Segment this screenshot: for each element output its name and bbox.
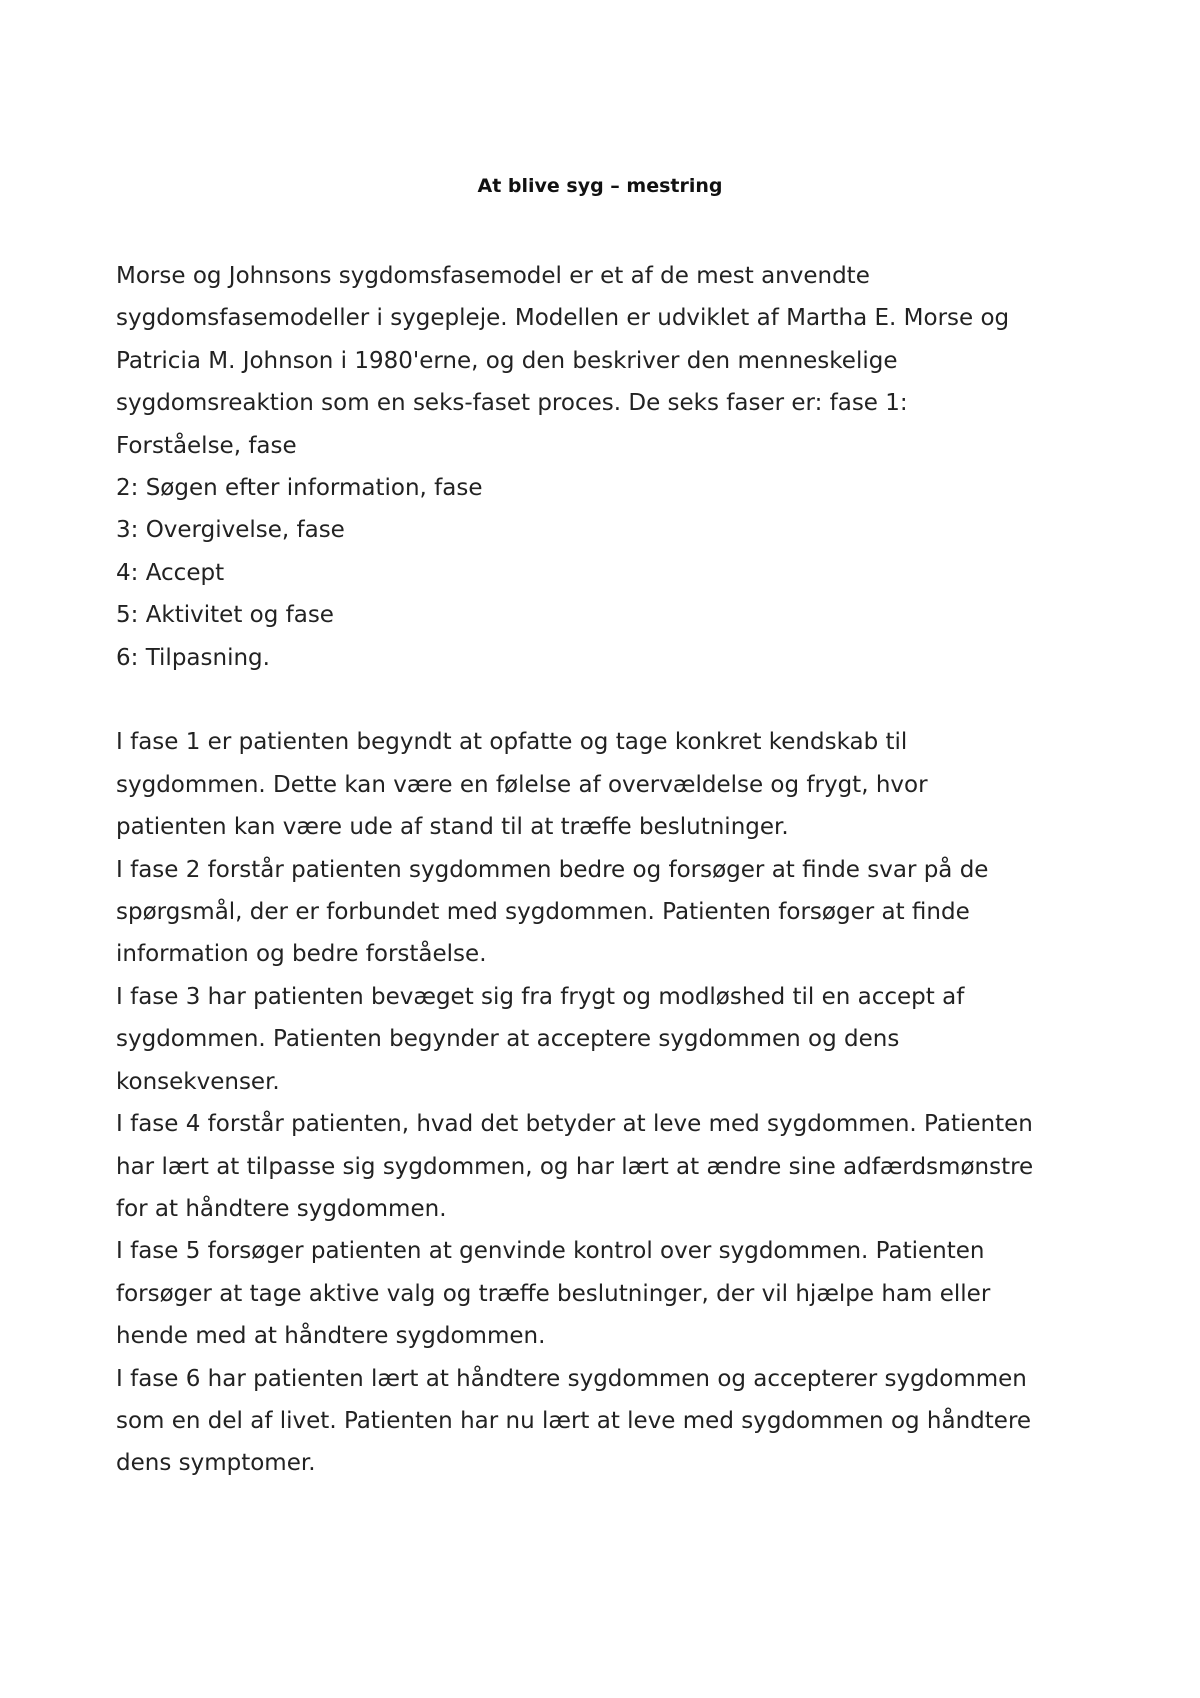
text-line: I fase 2 forstår patienten sygdommen bedre og forsøger at finde svar på de bbox=[116, 856, 989, 883]
text-line: 5: Aktivitet og fase bbox=[116, 602, 334, 629]
text-line: som en del af livet. Patienten har nu lært at leve med sygdommen og håndtere bbox=[116, 1407, 1032, 1434]
text-line: information og bedre forståelse. bbox=[116, 941, 487, 968]
text-line: sygdomsreaktion som en seks-faset proces. De seks faser er: fase 1: bbox=[116, 390, 908, 417]
text-line: dens symptomer. bbox=[116, 1450, 316, 1477]
text-line: 2: Søgen efter information, fase bbox=[116, 475, 483, 502]
phases-paragraph bbox=[116, 721, 1106, 1484]
document-title: At blive syg – mestring bbox=[477, 175, 723, 197]
text-line: spørgsmål, der er forbundet med sygdommen. Patienten forsøger at finde bbox=[116, 899, 970, 926]
text-line: I fase 1 er patienten begyndt at opfatte og tage konkret kendskab til bbox=[116, 729, 908, 756]
text-line: I fase 4 forstår patienten, hvad det betyder at leve med sygdommen. Patienten bbox=[116, 1111, 1033, 1138]
text-line: Patricia M. Johnson i 1980'erne, og den beskriver den menneskelige bbox=[116, 347, 898, 374]
text-line: I fase 3 har patienten bevæget sig fra frygt og modløshed til en accept af bbox=[116, 983, 965, 1010]
text-line: har lært at tilpasse sig sygdommen, og har lært at ændre sine adfærdsmønstre bbox=[116, 1153, 1034, 1180]
text-line: I fase 6 har patienten lært at håndtere sygdommen og accepterer sygdommen bbox=[116, 1365, 1027, 1392]
text-line: sygdommen. Dette kan være en følelse af overvældelse og frygt, hvor bbox=[116, 771, 928, 798]
text-line: sygdommen. Patienten begynder at acceptere sygdommen og dens bbox=[116, 1026, 900, 1053]
paragraph-spacer bbox=[116, 679, 1106, 721]
text-line: I fase 5 forsøger patienten at genvinde kontrol over sygdommen. Patienten bbox=[116, 1238, 985, 1265]
text-line: konsekvenser. bbox=[116, 1068, 280, 1095]
document-body bbox=[116, 255, 1106, 1485]
text-line: Morse og Johnsons sygdomsfasemodel er et af de mest anvendte bbox=[116, 263, 870, 289]
text-line: sygdomsfasemodeller i sygepleje. Modellen er udviklet af Martha E. Morse og bbox=[116, 305, 1010, 332]
text-line: forsøger at tage aktive valg og træffe beslutninger, der vil hjælpe ham eller bbox=[116, 1280, 991, 1307]
text-line: 3: Overgivelse, fase bbox=[116, 517, 345, 544]
text-line: Forståelse, fase bbox=[116, 432, 297, 459]
text-line: patienten kan være ude af stand til at træffe beslutninger. bbox=[116, 814, 789, 841]
text-line: hende med at håndtere sygdommen. bbox=[116, 1323, 546, 1350]
intro-paragraph bbox=[116, 255, 1106, 679]
text-line: 4: Accept bbox=[116, 559, 225, 586]
text-line: 6: Tilpasning. bbox=[116, 644, 270, 671]
text-line: for at håndtere sygdommen. bbox=[116, 1195, 447, 1222]
